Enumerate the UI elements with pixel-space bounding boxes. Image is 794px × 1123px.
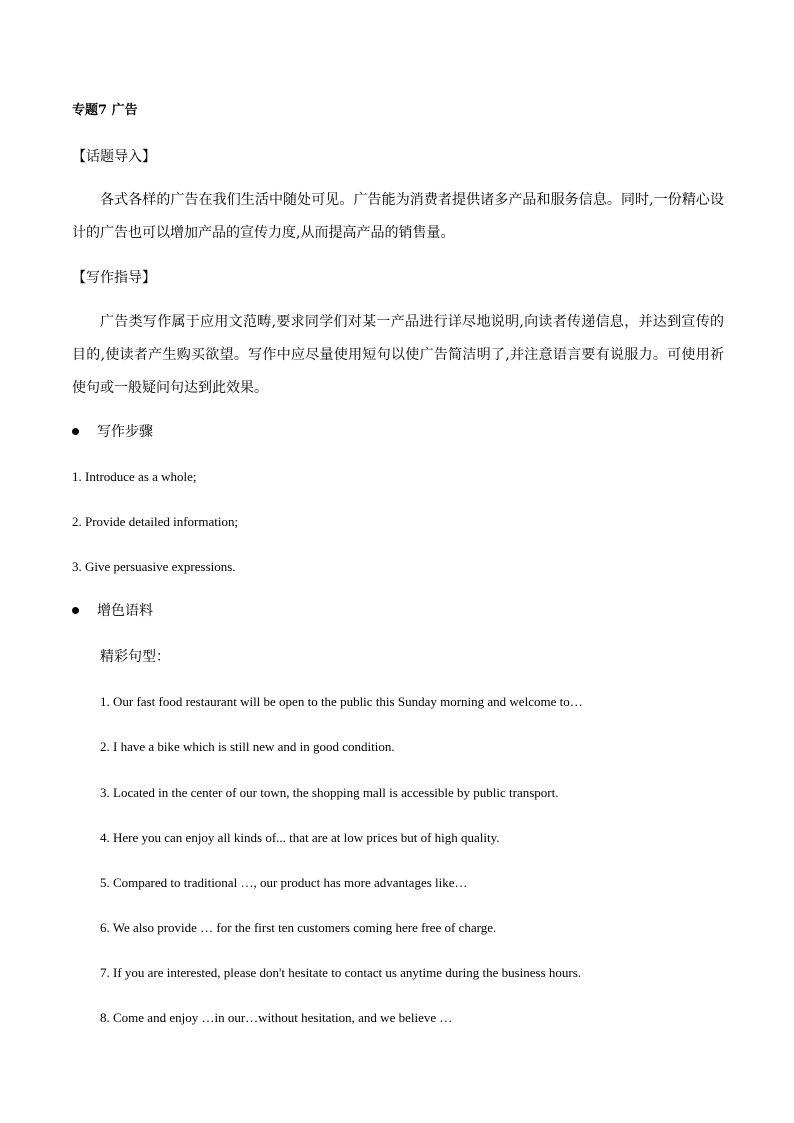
materials-subheading: 精彩句型：	[100, 649, 170, 665]
steps-bullet	[72, 422, 153, 442]
document-title: 专题7 广告	[72, 103, 138, 118]
sentence-item: 7. If you are interested, please don't hesitate to contact us anytime during the business hours.	[100, 965, 582, 980]
sentence-item: 2. I have a bike which is still new and in good condition.	[100, 739, 395, 754]
bullet-icon	[72, 428, 79, 435]
guide-heading: 【写作指导】	[72, 270, 156, 286]
sentence-item: 1. Our fast food restaurant will be open to the public this Sunday morning and welcome to…	[100, 694, 583, 709]
intro-paragraph: 各式各样的广告在我们生活中随处可见。广告能为消费者提供诸多产品和服务信息。同时,一份精心设计的广告也可以增加产品的宣传力度,从而提高产品的销售量。	[72, 192, 724, 241]
step-item: 1. Introduce as a whole;	[72, 469, 197, 484]
sentence-item: 6. We also provide … for the first ten customers coming here free of charge.	[100, 920, 497, 935]
sentence-item: 3. Located in the center of our town, the shopping mall is accessible by public transport.	[100, 785, 559, 800]
guide-paragraph: 广告类写作属于应用文范畴,要求同学们对某一产品进行详尽地说明,向读者传递信息，并达到宣传的目的,使读者产生购买欲望。写作中应尽量使用短句以使广告简洁明了,并注意语言要有说服力。可使用祈使句或一般疑问句达到此效果。	[72, 314, 724, 396]
materials-label: 增色语料	[97, 603, 153, 619]
sentence-item: 4. Here you can enjoy all kinds of... that are at low prices but of high quality.	[100, 830, 500, 845]
step-item: 3. Give persuasive expressions.	[72, 559, 236, 574]
materials-bullet	[72, 601, 153, 621]
intro-heading: 【话题导入】	[72, 149, 156, 165]
step-item: 2. Provide detailed information;	[72, 514, 239, 529]
steps-label: 写作步骤	[97, 424, 153, 440]
bullet-icon	[72, 607, 79, 614]
sentence-item: 5. Compared to traditional …, our product has more advantages like…	[100, 875, 468, 890]
sentence-item: 8. Come and enjoy …in our…without hesitation, and we believe …	[100, 1010, 453, 1025]
